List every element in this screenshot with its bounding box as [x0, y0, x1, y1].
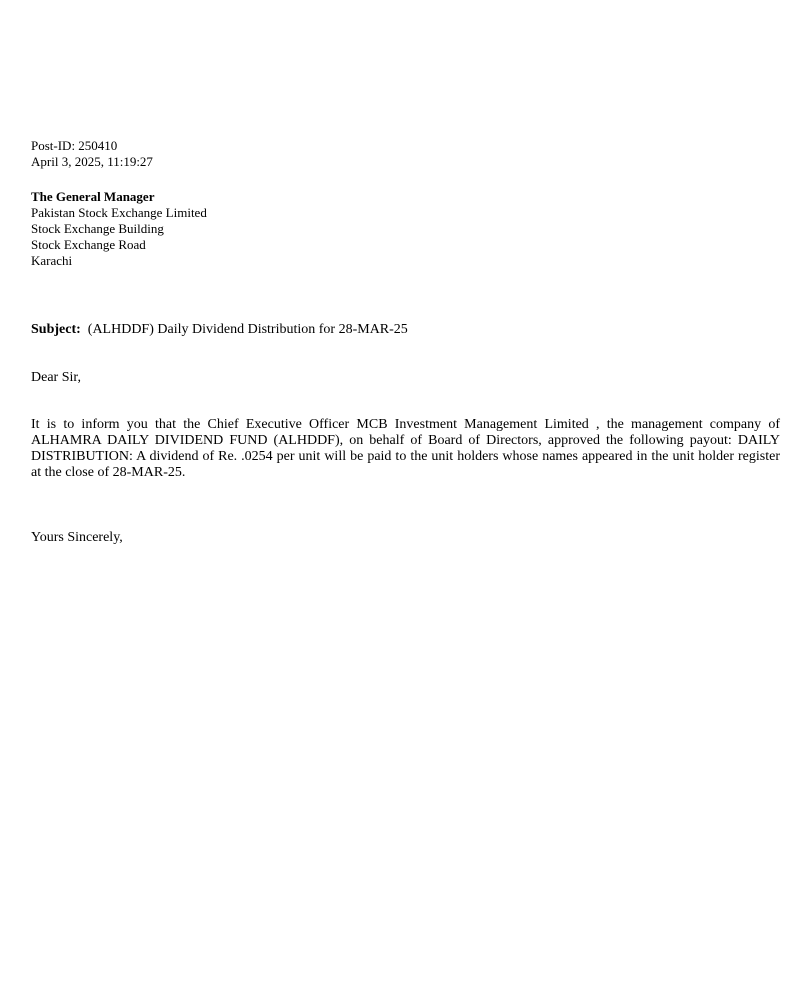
recipient-line-building: Stock Exchange Building: [31, 221, 164, 236]
recipient-line-road: Stock Exchange Road: [31, 237, 146, 252]
post-id: Post-ID: 250410: [31, 138, 118, 153]
letter-meta: [31, 138, 780, 170]
body-paragraph: It is to inform you that the Chief Executive Officer MCB Investment Management Limited , the management company of ALHAMRA DAILY DIVIDEND FUND (ALHDDF), on behalf of Board of Directors, approved the following payout: DAILY DISTRIBUTION: A dividend of Re. .0254 per unit will be paid to the unit holders whose names appeared in the unit holder register at the close of 28-MAR-25.: [31, 417, 780, 480]
closing: Yours Sincerely,: [31, 530, 123, 545]
subject-text: (ALHDDF) Daily Dividend Distribution for 28-MAR-25: [87, 322, 408, 337]
recipient-line-company: Pakistan Stock Exchange Limited: [31, 205, 207, 220]
recipient-block: [31, 189, 780, 269]
subject-label: Subject:: [31, 322, 81, 337]
salutation: Dear Sir,: [31, 370, 81, 385]
date-line: April 3, 2025, 11:19:27: [31, 154, 153, 169]
subject-line: [31, 321, 780, 338]
recipient-title: The General Manager: [31, 189, 155, 204]
recipient-line-city: Karachi: [31, 253, 73, 268]
